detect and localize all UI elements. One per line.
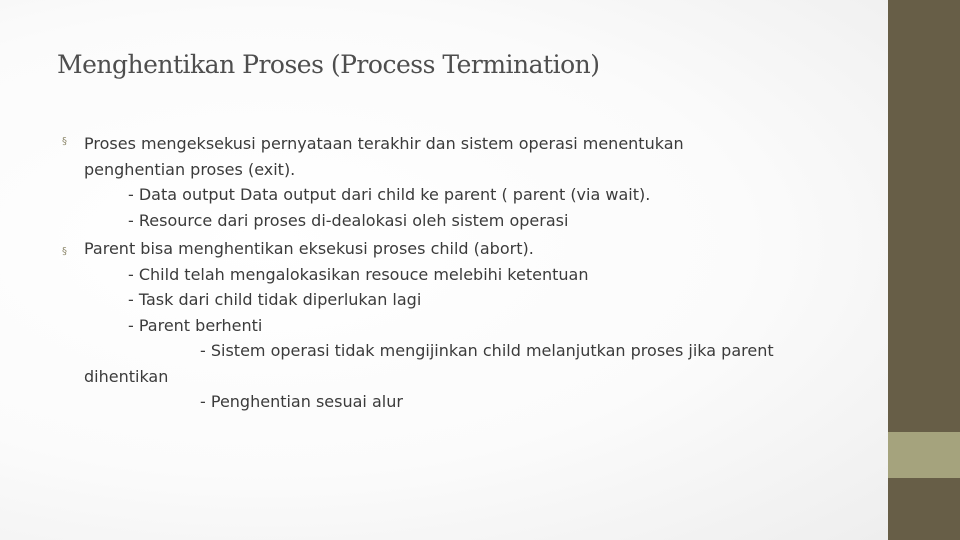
sub-item-resource: - Resource dari proses di-dealokasi oleh sistem operasi (128, 210, 569, 230)
sub-sub-item-penghentian: - Penghentian sesuai alur (200, 392, 403, 411)
bullet-marker-icon: § (62, 246, 67, 257)
bullet-1-line: Proses mengeksekusi pernyataan terakhir dan sistem operasi menentukan (84, 134, 684, 153)
sub-item-parent-berhenti: - Parent berhenti (128, 315, 263, 335)
side-accent-bar-top (888, 0, 960, 432)
sub-sub-item-sistem-operasi: - Sistem operasi tidak mengijinkan child melanjutkan proses jika parent (200, 341, 774, 360)
bullet-1-line-continued: penghentian proses (exit). (84, 159, 296, 179)
slide-title: Menghentikan Proses (Process Termination) (57, 50, 600, 79)
side-accent-bar-bottom (888, 478, 960, 540)
slide-body (84, 131, 874, 415)
sub-item-child-resouce: - Child telah mengalokasikan resouce melebihi ketentuan (128, 264, 589, 284)
side-accent-bar-middle (888, 432, 960, 478)
sub-sub-item-wrap: dihentikan (84, 366, 169, 386)
bullet-marker-icon: § (62, 136, 67, 147)
bullet-2-line: Parent bisa menghentikan eksekusi proses child (abort). (84, 239, 534, 258)
sub-item-task-child: - Task dari child tidak diperlukan lagi (128, 290, 422, 309)
sub-item-data-output: - Data output Data output dari child ke parent ( parent (via wait). (128, 185, 651, 204)
